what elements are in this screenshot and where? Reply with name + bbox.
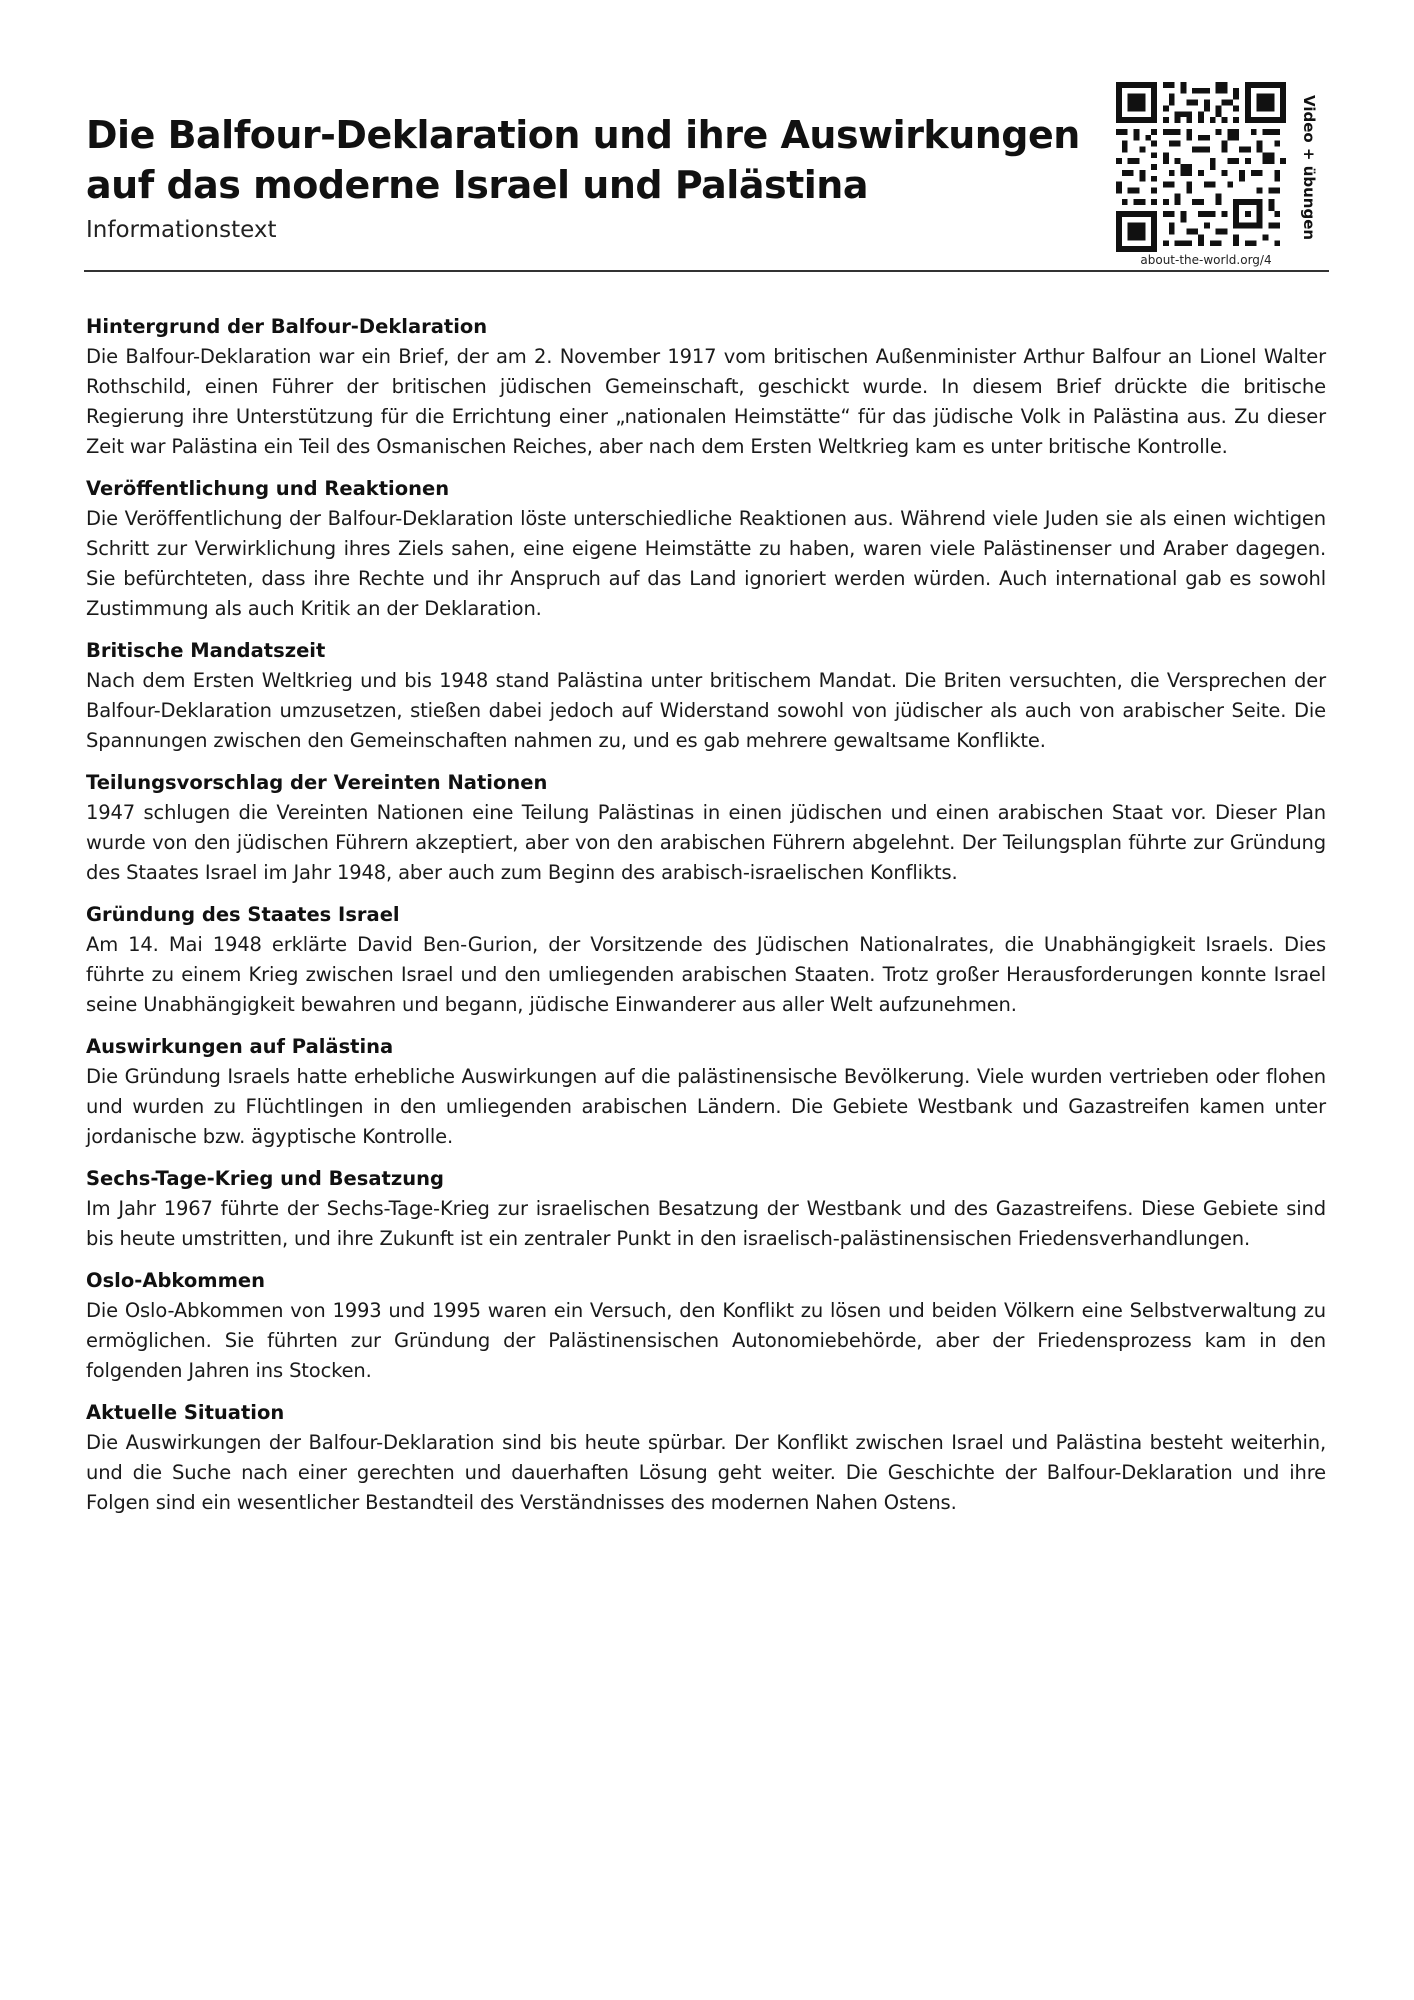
- section-paragraph: 1947 schlugen die Vereinten Nationen eine Teilung Palästinas in einen jüdischen und einen arabischen Staat vor. Dieser Plan wurde von den jüdischen Führern akzeptiert, aber von den arabischen Führern abgelehnt. Der Teilungsplan führte zur Gründung des Staates Israel im Jahr 1948, aber auch zum Beginn des arabisch-israelischen Konflikts.: [86, 801, 1326, 884]
- section-background: [86, 312, 1326, 462]
- section-mandate: [86, 636, 1326, 756]
- header-divider: [84, 270, 1329, 272]
- section-paragraph: Die Gründung Israels hatte erhebliche Auswirkungen auf die palästinensische Bevölkerung. Viele wurden vertrieben oder flohen und wurden zu Flüchtlingen in den umliegenden arabischen Ländern. Die Gebiete Westbank und Gazastreifen kamen unter jordanische bzw. ägyptische Kontrolle.: [86, 1065, 1326, 1148]
- section-heading: Sechs-Tage-Krieg und Besatzung: [86, 1167, 444, 1190]
- title-line-2: auf das moderne Israel und Palästina: [86, 163, 868, 207]
- section-paragraph: Die Auswirkungen der Balfour-Deklaration sind bis heute spürbar. Der Konflikt zwischen Israel und Palästina besteht weiterhin, und die Suche nach einer gerechten und dauerhaften Lösung geht weiter. Die Geschichte der Balfour-Deklaration und ihre Folgen sind ein wesentlicher Bestandteil des Verständnisses des modernen Nahen Ostens.: [86, 1431, 1326, 1514]
- section-current-situation: [86, 1398, 1326, 1518]
- section-six-day-war: [86, 1164, 1326, 1254]
- section-paragraph: Nach dem Ersten Weltkrieg und bis 1948 stand Palästina unter britischem Mandat. Die Briten versuchten, die Versprechen der Balfour-Deklaration umzusetzen, stießen dabei jedoch auf Widerstand sowohl von jüdischer als auch von arabischer Seite. Die Spannungen zwischen den Gemeinschaften nahmen zu, und es gab mehrere gewaltsame Konflikte.: [86, 669, 1326, 752]
- title-line-1: Die Balfour-Deklaration und ihre Auswirkungen: [86, 113, 1080, 157]
- section-heading: Teilungsvorschlag der Vereinten Nationen: [86, 771, 548, 794]
- page-title: [86, 110, 1086, 210]
- section-paragraph: Die Oslo-Abkommen von 1993 und 1995 waren ein Versuch, den Konflikt zu lösen und beiden Völkern eine Selbstverwaltung zu ermöglichen. Sie führten zur Gründung der Palästinensischen Autonomiebehörde, aber der Friedensprozess kam in den folgenden Jahren ins Stocken.: [86, 1299, 1326, 1382]
- info-text-body: [86, 312, 1326, 1530]
- section-heading: Auswirkungen auf Palästina: [86, 1035, 394, 1058]
- section-paragraph: Die Balfour-Deklaration war ein Brief, der am 2. November 1917 vom britischen Außenminister Arthur Balfour an Lionel Walter Rothschild, einen Führer der britischen jüdischen Gemeinschaft, geschickt wurde. In diesem Brief drückte die britische Regierung ihre Unterstützung für die Errichtung einer „nationalen Heimstätte“ für das jüdische Volk in Palästina aus. Zu dieser Zeit war Palästina ein Teil des Osmanischen Reiches, aber nach dem Ersten Weltkrieg kam es unter britische Kontrolle.: [86, 345, 1326, 458]
- section-heading: Veröffentlichung und Reaktionen: [86, 477, 450, 500]
- section-heading: Aktuelle Situation: [86, 1401, 285, 1424]
- section-paragraph: Die Veröffentlichung der Balfour-Deklaration löste unterschiedliche Reaktionen aus. Während viele Juden sie als einen wichtigen Schritt zur Verwirklichung ihres Ziels sahen, eine eigene Heimstätte zu haben, waren viele Palästinenser und Araber dagegen. Sie befürchteten, dass ihre Rechte und ihr Anspruch auf das Land ignoriert werden würden. Auch international gab es sowohl Zustimmung als auch Kritik an der Deklaration.: [86, 507, 1326, 620]
- document-header: [86, 110, 1086, 244]
- qr-code-block: [1116, 82, 1336, 268]
- section-heading: Gründung des Staates Israel: [86, 903, 400, 926]
- qr-side-label: Video + übungen: [1300, 95, 1318, 241]
- section-paragraph: Im Jahr 1967 führte der Sechs-Tage-Krieg zur israelischen Besatzung der Westbank und des Gazastreifens. Diese Gebiete sind bis heute umstritten, und ihre Zukunft ist ein zentraler Punkt in den israelisch-palästinensischen Friedensverhandlungen.: [86, 1197, 1326, 1250]
- section-impact-palestine: [86, 1032, 1326, 1152]
- section-founding-israel: [86, 900, 1326, 1020]
- qr-url-link[interactable]: about-the-world.org/4: [1140, 253, 1272, 267]
- qr-code-icon[interactable]: [1116, 82, 1286, 252]
- section-publication: [86, 474, 1326, 624]
- section-paragraph: Am 14. Mai 1948 erklärte David Ben-Gurion, der Vorsitzende des Jüdischen Nationalrates, die Unabhängigkeit Israels. Dies führte zu einem Krieg zwischen Israel und den umliegenden arabischen Staaten. Trotz großer Herausforderungen konnte Israel seine Unabhängigkeit bewahren und begann, jüdische Einwanderer aus aller Welt aufzunehmen.: [86, 933, 1326, 1016]
- section-oslo-accords: [86, 1266, 1326, 1386]
- document-type-label: Informationstext: [86, 217, 277, 243]
- section-heading: Hintergrund der Balfour-Deklaration: [86, 315, 488, 338]
- section-heading: Oslo-Abkommen: [86, 1269, 265, 1292]
- section-heading: Britische Mandatszeit: [86, 639, 326, 662]
- section-partition-plan: [86, 768, 1326, 888]
